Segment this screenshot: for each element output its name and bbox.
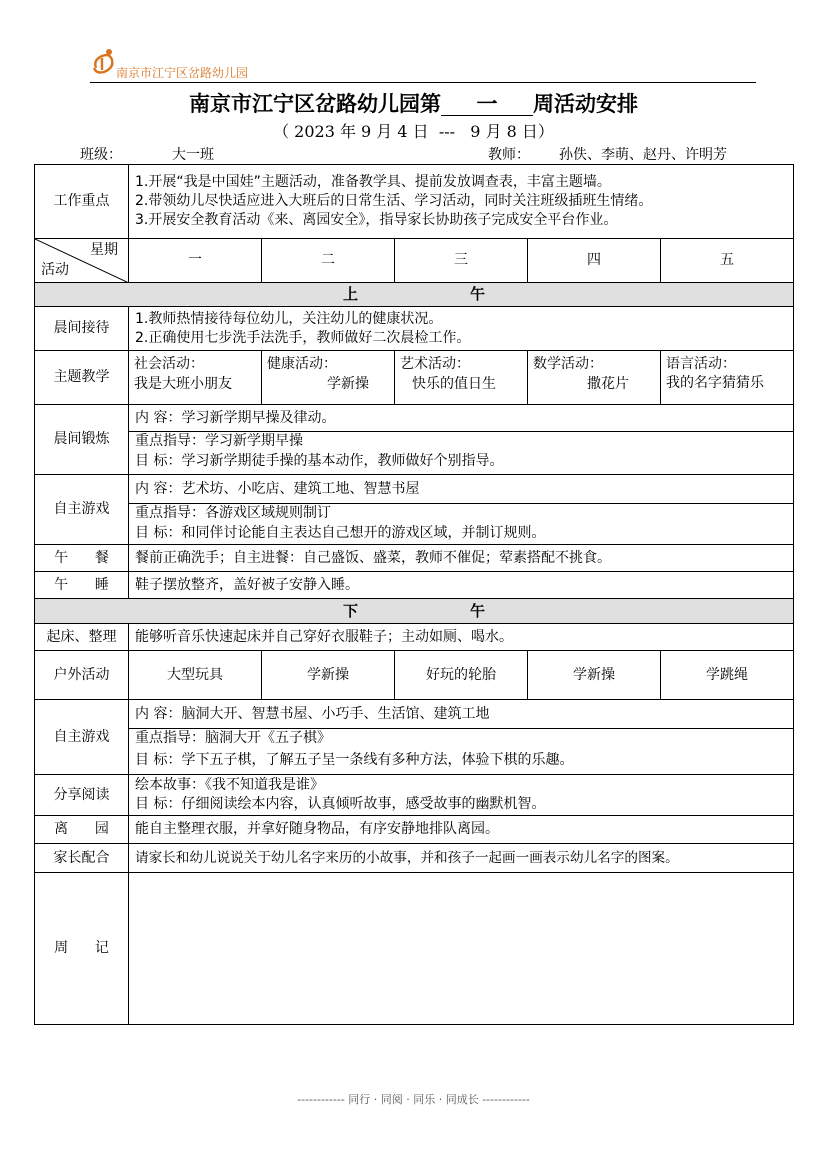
label-free-play-am: 自主游戏 [35,475,129,545]
row-morning-free-play [35,475,794,545]
wake-up-content: 能够听音乐快速起床并自己穿好衣服鞋子；主动如厕、喝水。 [129,624,794,651]
label-reading: 分享阅读 [35,775,129,816]
row-nap [35,572,794,599]
reading-content: 绘本故事：《我不知道我是谁》 目 标：仔细阅读绘本内容，认真倾听故事，感受故事的幽默机智。 [129,775,794,816]
row-days-header [35,239,794,283]
row-morning-reception [35,307,794,351]
weekly-schedule-table [34,164,794,1025]
page-footer: ------------ 同行 · 同阅 · 同乐 · 同成长 ------------ [297,1093,530,1106]
work-focus-content: 1.开展“我是中国娃”主题活动，准备教学具、提前发放调查表，丰富主题墙。 2.带领幼儿尽快适应进入大班后的日常生活、学习活动，同时关注班级插班生情绪。 3.开展安全教育活动《来、离园安全》，指导家长协助孩子完成安全平台作业。 [129,165,794,239]
label-wake-up: 起床、整理 [35,624,129,651]
outdoor-thu: 学新操 [528,651,661,700]
page-title: 南京市江宁区岔路幼儿园第 一 周活动安排 [189,91,638,116]
row-theme-teaching [35,351,794,405]
row-reading [35,775,794,816]
label-parents: 家长配合 [35,844,129,873]
label-nap: 午 睡 [35,572,129,599]
label-leave: 离 园 [35,816,129,844]
weekly-notes-content [129,873,794,1025]
theme-mon: 社会活动： 我是大班小朋友 [129,351,262,405]
school-logo-icon [90,46,118,76]
label-weekly-notes: 周 记 [35,873,129,1025]
label-outdoor: 户外活动 [35,651,129,700]
theme-tue: 健康活动： 学新操 [262,351,395,405]
section-afternoon: 下 午 [35,599,794,624]
row-leave [35,816,794,844]
row-work-focus [35,165,794,239]
reception-content: 1.教师热情接待每位幼儿，关注幼儿的健康状况。 2.正确使用七步洗手法洗手，教师做好二次晨检工作。 [129,307,794,351]
label-free-play-pm: 自主游戏 [35,700,129,775]
row-morning-exercise [35,405,794,475]
day-header-tue: 二 [262,239,395,283]
day-header-thu: 四 [528,239,661,283]
lunch-content: 餐前正确洗手；自主进餐：自己盛饭、盛菜，教师不催促；荤素搭配不挑食。 [129,545,794,572]
section-morning: 上 午 [35,283,794,307]
row-weekly-notes [35,873,794,1025]
nap-content: 鞋子摆放整齐，盖好被子安静入睡。 [129,572,794,599]
label-lunch: 午 餐 [35,545,129,572]
header-divider [90,82,756,83]
outdoor-mon: 大型玩具 [129,651,262,700]
teacher-info: 教师： 孙佚、李萌、赵丹、许明芳 [488,144,748,165]
day-header-fri: 五 [661,239,794,283]
week-number: 一 [441,93,533,116]
class-value: 大一班 [134,147,252,165]
outdoor-wed: 好玩的轮胎 [395,651,528,700]
free-play-pm-content: 内 容：脑洞大开、智慧书屋、小巧手、生活馆、建筑工地 重点指导：脑洞大开《五子棋》 目 标：学下五子棋，了解五子呈一条线有多种方法，体验下棋的乐趣。 [129,700,794,775]
label-work-focus: 工作重点 [35,165,129,239]
corner-activity-label: 活动 [41,262,69,278]
exercise-content: 内 容：学习新学期早操及律动。 重点指导：学习新学期早操 目 标：学习新学期徒手操的基本动作，教师做好个别指导。 [129,405,794,475]
leave-content: 能自主整理衣服，并拿好随身物品，有序安静地排队离园。 [129,816,794,844]
outdoor-tue: 学新操 [262,651,395,700]
row-outdoor [35,651,794,700]
label-theme-teaching: 主题教学 [35,351,129,405]
theme-fri: 语言活动： 我的名字猜猜乐 [661,351,794,405]
parents-content: 请家长和幼儿说说关于幼儿名字来历的小故事，并和孩子一起画一画表示幼儿名字的图案。 [129,844,794,873]
theme-wed: 艺术活动： 快乐的值日生 [395,351,528,405]
row-afternoon-section [35,599,794,624]
school-name: 南京市江宁区岔路幼儿园 [116,66,249,80]
row-lunch [35,545,794,572]
row-morning-section [35,283,794,307]
day-header-wed: 三 [395,239,528,283]
label-morning-exercise: 晨间锻炼 [35,405,129,475]
row-wake-up [35,624,794,651]
free-play-am-content: 内 容：艺术坊、小吃店、建筑工地、智慧书屋 重点指导：各游戏区域规则制订 目 标：和同伴讨论能自主表达自己想开的游戏区域，并制订规则。 [129,475,794,545]
teacher-value: 孙佚、李萌、赵丹、许明芳 [538,147,748,165]
date-range: （ 2023 年 9 月 4 日 --- 9 月 8 日） [273,122,554,141]
outdoor-fri: 学跳绳 [661,651,794,700]
class-info: 班级： 大一班 [80,144,252,165]
row-parents [35,844,794,873]
label-reception: 晨间接待 [35,307,129,351]
corner-cell [35,239,129,283]
day-header-mon: 一 [129,239,262,283]
row-afternoon-free-play [35,700,794,775]
corner-weekday-label: 星期 [90,242,118,258]
theme-thu: 数学活动： 撒花片 [528,351,661,405]
